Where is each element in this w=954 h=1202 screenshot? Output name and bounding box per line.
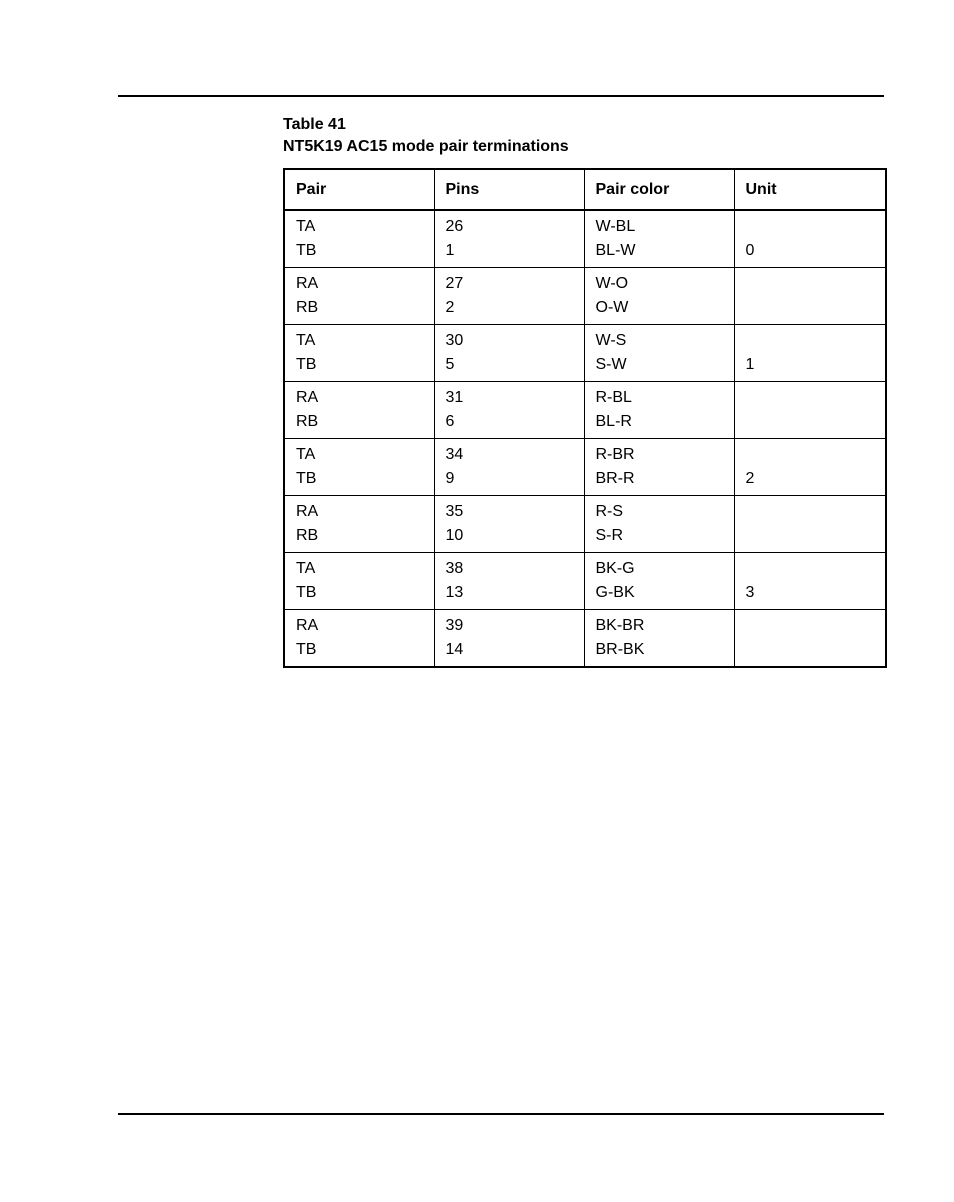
pin-b: 1	[445, 242, 455, 259]
table-row	[284, 496, 886, 553]
pair-tip: TA	[296, 332, 316, 349]
pair-tip: TA	[296, 218, 316, 235]
table-row	[284, 210, 886, 268]
pin-a: 39	[445, 617, 464, 634]
color-cell	[584, 439, 734, 496]
color-cell	[584, 553, 734, 610]
color-a: BK-BR	[595, 617, 645, 634]
color-a: W-S	[595, 332, 627, 349]
pins-cell	[434, 210, 584, 268]
unit-cell: 1	[734, 325, 886, 382]
pin-b: 14	[445, 641, 464, 658]
color-cell	[584, 382, 734, 439]
color-a: R-BL	[595, 389, 632, 406]
pin-a: 35	[445, 503, 464, 520]
color-cell	[584, 268, 734, 325]
table-row	[284, 382, 886, 439]
pair-cell	[284, 210, 434, 268]
table-row	[284, 439, 886, 496]
pair-ring: TB	[296, 242, 317, 259]
pair-terminations-table	[283, 168, 887, 668]
pair-tip: TA	[296, 560, 316, 577]
pins-cell	[434, 610, 584, 668]
pair-tip: TA	[296, 446, 316, 463]
pin-a: 34	[445, 446, 464, 463]
table-row	[284, 553, 886, 610]
column-header-pins: Pins	[434, 169, 584, 210]
pair-cell	[284, 553, 434, 610]
pair-cell	[284, 382, 434, 439]
pin-a: 38	[445, 560, 464, 577]
color-cell	[584, 325, 734, 382]
color-cell	[584, 610, 734, 668]
table-number: Table 41	[283, 116, 346, 133]
column-header-pair: Pair	[284, 169, 434, 210]
color-b: BL-W	[595, 242, 636, 259]
pin-a: 30	[445, 332, 464, 349]
pins-cell	[434, 553, 584, 610]
color-a: R-BR	[595, 446, 635, 463]
pair-tip: RA	[296, 275, 319, 292]
pair-cell	[284, 610, 434, 668]
pin-a: 26	[445, 218, 464, 235]
pin-b: 10	[445, 527, 464, 544]
unit-cell	[734, 268, 886, 325]
pair-ring: TB	[296, 641, 317, 658]
color-b: S-R	[595, 527, 624, 544]
color-b: BR-BK	[595, 641, 645, 658]
color-b: BR-R	[595, 470, 635, 487]
header-rule	[118, 95, 884, 97]
table-header-row	[284, 169, 886, 210]
column-header-pair-color: Pair color	[584, 169, 734, 210]
pair-ring: TB	[296, 584, 317, 601]
pins-cell	[434, 325, 584, 382]
pair-tip: RA	[296, 617, 319, 634]
table-row	[284, 268, 886, 325]
pins-cell	[434, 268, 584, 325]
table-title: NT5K19 AC15 mode pair terminations	[283, 138, 569, 155]
color-cell	[584, 496, 734, 553]
pin-b: 9	[445, 470, 455, 487]
pair-ring: TB	[296, 470, 317, 487]
pin-a: 31	[445, 389, 464, 406]
pair-tip: RA	[296, 503, 319, 520]
color-a: R-S	[595, 503, 624, 520]
pin-a: 27	[445, 275, 464, 292]
pair-cell	[284, 268, 434, 325]
pair-cell	[284, 439, 434, 496]
pins-cell	[434, 496, 584, 553]
color-b: BL-R	[595, 413, 632, 430]
unit-cell	[734, 496, 886, 553]
color-cell	[584, 210, 734, 268]
pair-cell	[284, 325, 434, 382]
table-row	[284, 325, 886, 382]
color-b: O-W	[595, 299, 629, 316]
pair-cell	[284, 496, 434, 553]
pair-ring: RB	[296, 413, 319, 430]
pins-cell	[434, 382, 584, 439]
unit-cell: 2	[734, 439, 886, 496]
unit-cell	[734, 382, 886, 439]
pair-ring: RB	[296, 527, 319, 544]
color-b: G-BK	[595, 584, 635, 601]
pair-tip: RA	[296, 389, 319, 406]
unit-cell: 0	[734, 210, 886, 268]
unit-cell: 3	[734, 553, 886, 610]
column-header-unit: Unit	[734, 169, 886, 210]
pin-b: 5	[445, 356, 455, 373]
table-caption	[283, 114, 569, 158]
color-a: W-O	[595, 275, 629, 292]
table-row	[284, 610, 886, 668]
unit-cell	[734, 610, 886, 668]
color-b: S-W	[595, 356, 627, 373]
pins-cell	[434, 439, 584, 496]
pin-b: 2	[445, 299, 455, 316]
pin-b: 13	[445, 584, 464, 601]
pair-ring: TB	[296, 356, 317, 373]
color-a: BK-G	[595, 560, 635, 577]
pair-ring: RB	[296, 299, 319, 316]
pin-b: 6	[445, 413, 455, 430]
color-a: W-BL	[595, 218, 636, 235]
footer-rule	[118, 1113, 884, 1115]
